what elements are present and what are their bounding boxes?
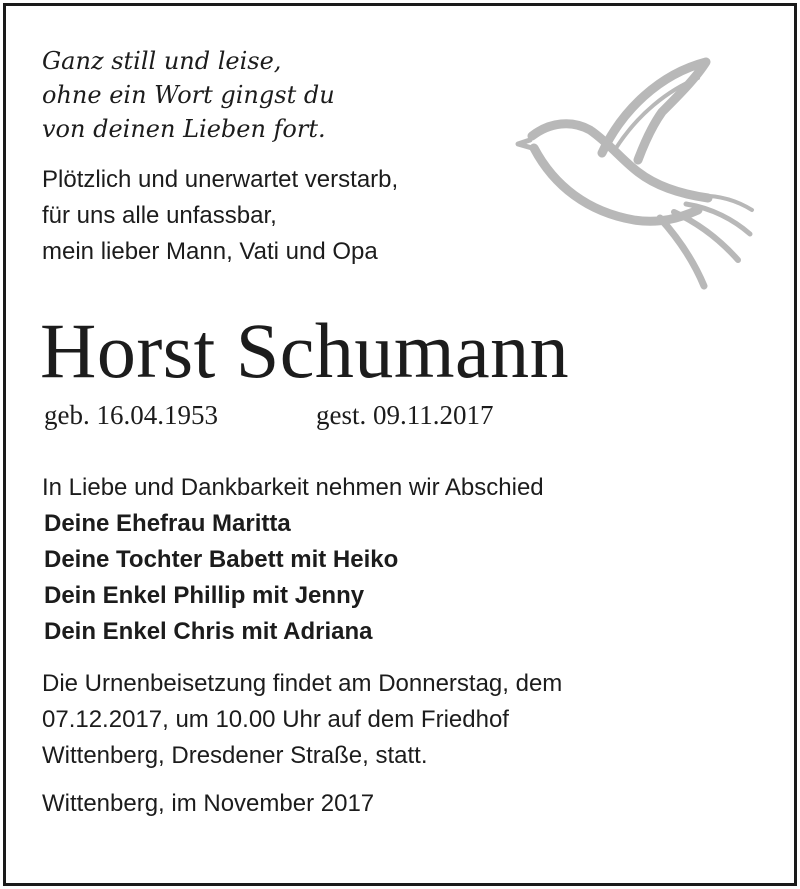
intro-line: Plötzlich und unerwartet verstarb, [42,166,399,193]
burial-notice [42,666,562,774]
burial-line: Die Urnenbeisetzung findet am Donnerstag, dem [42,670,563,697]
place-and-date: Wittenberg, im November 2017 [42,790,375,817]
intro-line: für uns alle unfassbar, [42,202,277,229]
dove-icon [510,48,760,298]
intro-text [42,162,398,270]
mourner-name: Dein Enkel Phillip mit Jenny [44,582,365,609]
burial-line: 07.12.2017, um 10.00 Uhr auf dem Friedhof [42,706,509,733]
poem [42,44,335,146]
death-date: gest. 09.11.2017 [316,400,494,430]
mourners-list [44,506,398,650]
mourners-intro: In Liebe und Dankbarkeit nehmen wir Abschied [42,474,544,501]
mourner-name: Deine Ehefrau Maritta [44,510,291,537]
poem-line: von deinen Lieben fort. [42,115,326,143]
mourner-name: Deine Tochter Babett mit Heiko [44,546,399,573]
intro-line: mein lieber Mann, Vati und Opa [42,238,378,265]
birth-date: geb. 16.04.1953 [44,400,218,430]
mourner-name: Dein Enkel Chris mit Adriana [44,618,373,645]
deceased-name: Horst Schumann [40,307,570,394]
poem-line: Ganz still und leise, [42,47,282,75]
poem-line: ohne ein Wort gingst du [42,81,335,109]
burial-line: Wittenberg, Dresdener Straße, statt. [42,742,428,769]
